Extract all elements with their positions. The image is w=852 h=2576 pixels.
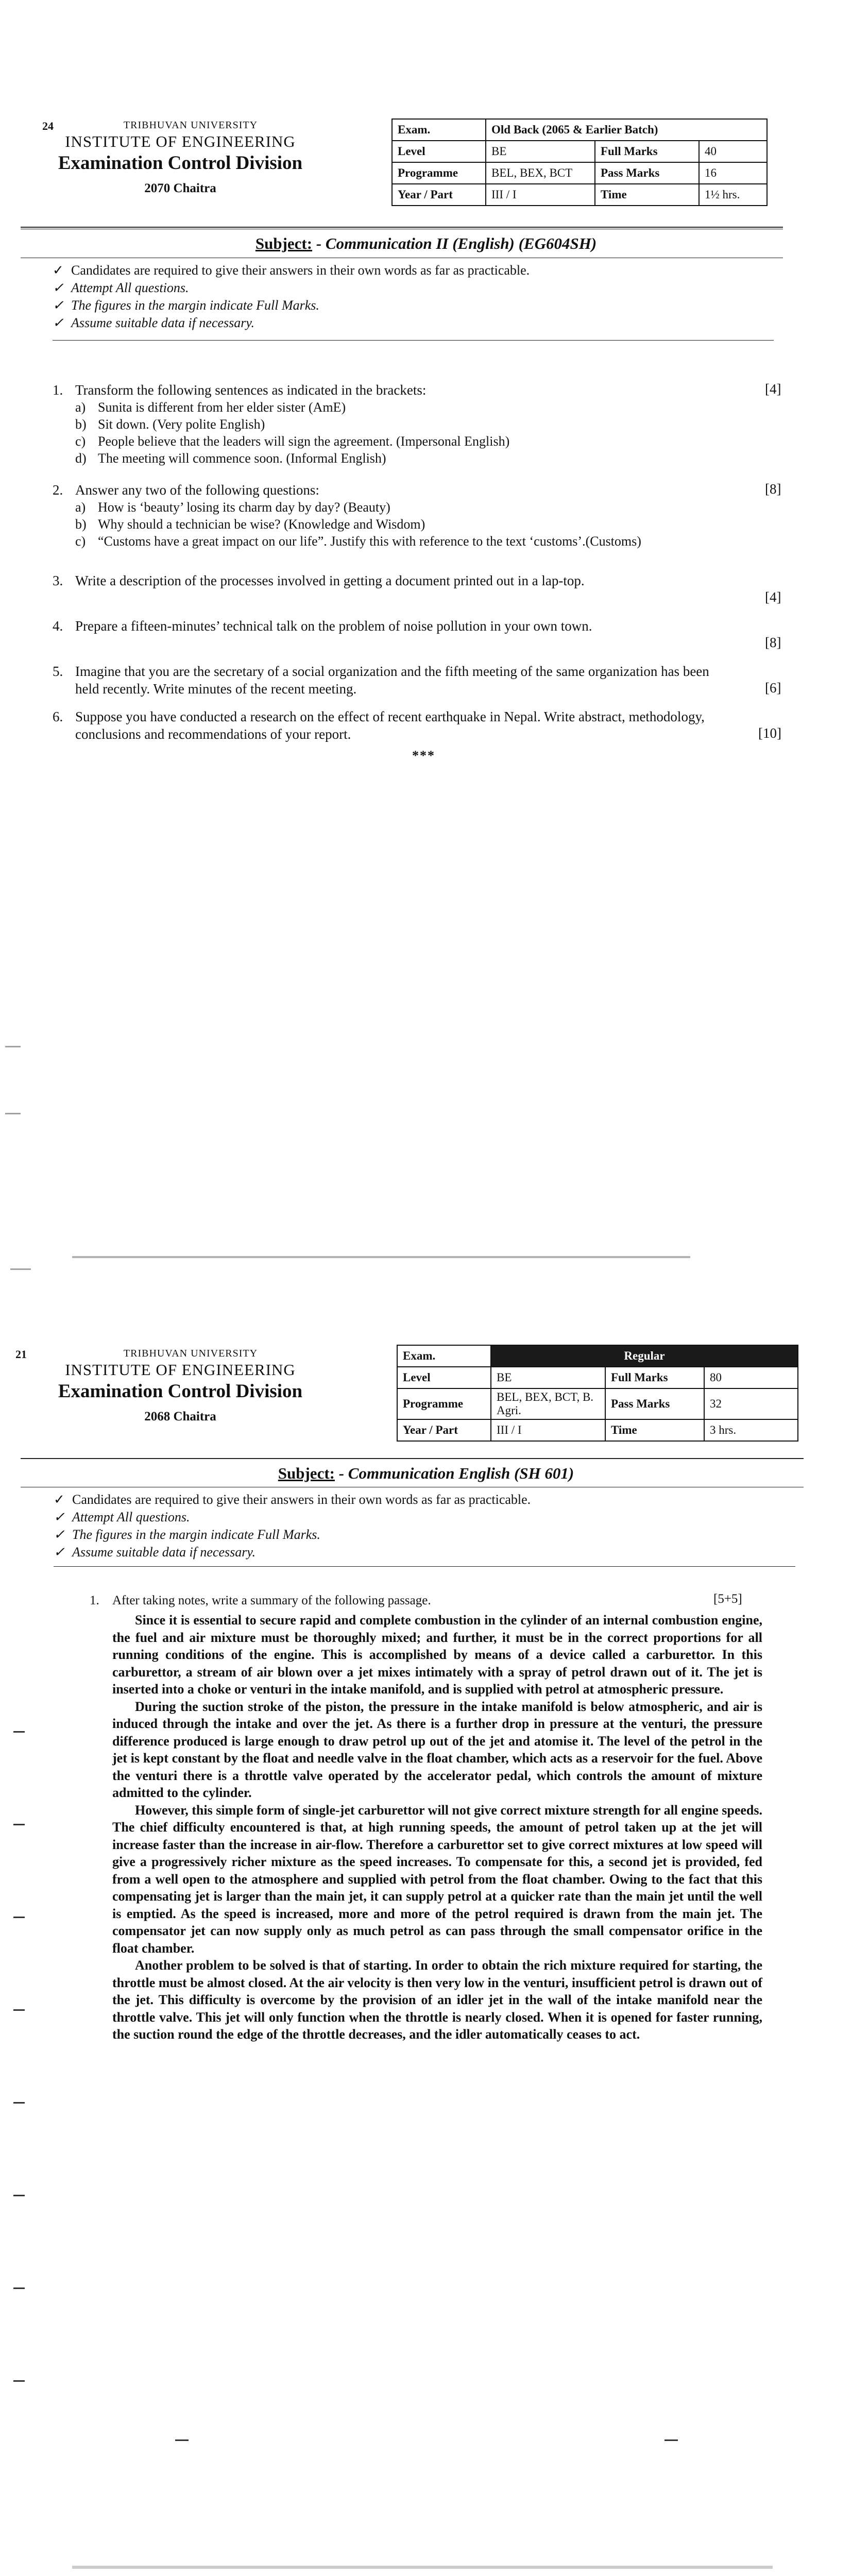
passage-paragraph: However, this simple form of single-jet carburettor will not give correct mixture strength for all engine speeds. The chief difficulty encountered is that, at high running speeds, the amount of petrol taken up at the jet will increase faster than the increase in air-flow. Therefore a carburettor set to give correct mixtures at low speed will give a progressively richer mixture as the speed increases. To compensate for this, a second jet is provided, fed from a well open to the atmosphere and supplied with petrol from the float chamber. Owing to the fact that this compensating jet is larger than the main jet, it can supply petrol at a quicker rate than the main jet until the well is emptied. As the speed is increased, more and more of the petrol required is drawn from the main jet. The compensator jet can now supply only as much petrol as can pass through the small compensator orifice in the float chamber. [112,1802,762,1956]
subject-value: - Communication English (SH 601) [338,1464,574,1482]
passage-paragraph: Another problem to be solved is that of starting. In order to obtain the rich mixture required for starting, the throttle must be almost closed. At the air velocity is then very low in the venturi, insufficient petrol is drawn out of the jet. This difficulty is overcome by the provision of an idler jet in the wall of the intake manifold near the throttle valve. This jet will only function when the throttle is nearly closed. When it is opened for faster running, the suction round the edge of the throttle decreases, and the idler automatically ceases to act. [112,1958,762,2042]
header-rule [21,1458,804,1459]
pass-marks-value: 16 [699,162,767,184]
instruction-item: ✓ The figures in the margin indicate Full Marks. [54,1526,795,1544]
check-icon: ✓ [53,263,64,278]
time-value: 3 hrs. [704,1419,798,1441]
exam-label: Exam. [397,1345,491,1367]
sub-item: b) Sit down. (Very polite English) [75,417,265,432]
question-3: 3. Write a description of the processes involved in getting a document printed out in a lap-top. [53,573,585,588]
scan-artifact [72,1256,690,1258]
exam-value: Old Back (2065 & Earlier Batch) [486,119,767,141]
question-4-marks: [8] [765,635,781,650]
subject-line [0,234,852,253]
year-part-label: Year / Part [392,184,486,206]
institute-name: INSTITUTE OF ENGINEERING [65,1361,296,1379]
reading-passage [112,1612,762,2043]
division-name: Examination Control Division [58,152,303,174]
subject-line [0,1464,852,1483]
exam-session: 2070 Chaitra [144,181,216,195]
scan-artifact [13,2287,25,2289]
question-2-marks: [8] [765,481,781,497]
level-label: Level [392,141,486,162]
time-label: Time [605,1419,704,1441]
paper-header [15,1348,325,1424]
level-label: Level [397,1367,491,1388]
year-part-value: III / I [491,1419,605,1441]
full-marks-value: 40 [699,141,767,162]
end-marker: *** [412,748,435,763]
level-value: BE [491,1367,605,1388]
question-5: 5. Imagine that you are the secretary of a social organization and the fifth meeting of the same organization has been held recently. Write minutes of the recent meeting. [53,664,709,697]
sub-item: b) Why should a technician be wise? (Knowledge and Wisdom) [75,517,425,532]
exam-paper-2068 [0,1319,852,2576]
check-icon: ✓ [54,1545,65,1560]
scan-artifact [13,2102,25,2104]
pass-marks-label: Pass Marks [605,1388,704,1419]
question-5-marks: [6] [765,680,781,696]
scan-artifact [13,1731,25,1733]
scan-artifact [13,1917,25,1918]
question-2-subitems [75,499,745,550]
division-name: Examination Control Division [58,1381,303,1402]
exam-label: Exam. [392,119,486,141]
question-1-marks: [5+5] [713,1592,742,1606]
pass-marks-label: Pass Marks [595,162,699,184]
time-label: Time [595,184,699,206]
paper-header [36,120,325,196]
year-part-label: Year / Part [397,1419,491,1441]
instructions [54,1491,795,1561]
instruction-item: ✓ Attempt All questions. [54,1509,795,1526]
question-1-marks: [4] [765,381,781,397]
level-value: BE [486,141,595,162]
question-6: 6. Suppose you have conducted a research on the effect of recent earthquake in Nepal. Write abstract, methodology, conclusions and recommendations of your report. [53,709,705,742]
institute-name: INSTITUTE OF ENGINEERING [65,132,296,150]
question-1-subitems [75,399,745,467]
scan-artifact [13,2009,25,2011]
question-6-marks: [10] [758,725,781,741]
question-1: 1. Transform the following sentences as indicated in the brackets: [53,382,427,398]
programme-label: Programme [392,162,486,184]
scan-artifact [664,2439,678,2441]
check-icon: ✓ [53,298,64,313]
subject-label: Subject: [255,234,313,252]
scan-artifact [13,1824,25,1825]
instruction-item: ✓ Candidates are required to give their answers in their own words as far as practicable. [54,1491,795,1509]
full-marks-value: 80 [704,1367,798,1388]
instruction-item: ✓ Candidates are required to give their answers in their own words as far as practicable. [53,262,774,279]
question-3-marks: [4] [765,589,781,605]
sub-item: d) The meeting will commence soon. (Informal English) [75,451,386,466]
paper-number: 24 [42,120,54,132]
instructions [53,262,774,332]
question-1: 1. After taking notes, write a summary of the following passage. [90,1594,431,1607]
check-icon: ✓ [53,315,64,330]
scan-artifact [13,2195,25,2196]
sub-item: c) People believe that the leaders will sign the agreement. (Impersonal English) [75,434,510,449]
scan-artifact [10,1268,31,1270]
time-value: 1½ hrs. [699,184,767,206]
check-icon: ✓ [54,1527,65,1542]
exam-info-table [397,1345,798,1442]
year-part-value: III / I [486,184,595,206]
programme-value: BEL, BEX, BCT [486,162,595,184]
scan-artifact [13,2380,25,2382]
question-4: 4. Prepare a fifteen-minutes’ technical talk on the problem of noise pollution in your own town. [53,618,592,634]
exam-value: Regular [491,1345,798,1367]
sub-item: c) “Customs have a great impact on our life”. Justify this with reference to the text ‘customs’.(Customs) [75,534,641,549]
sub-item: a) Sunita is different from her elder sister (AmE) [75,400,346,415]
scan-artifact [5,1046,21,1047]
scan-artifact [72,2566,773,2569]
instruction-item: ✓ Assume suitable data if necessary. [54,1544,795,1561]
scan-artifact [175,2439,189,2441]
paper-number: 21 [15,1348,27,1361]
check-icon: ✓ [53,280,64,295]
instructions-rule [54,1566,795,1567]
instruction-item: ✓ Attempt All questions. [53,279,774,297]
exam-session: 2068 Chaitra [144,1410,216,1423]
check-icon: ✓ [54,1492,65,1507]
university-name: TRIBHUVAN UNIVERSITY [123,1348,258,1359]
instruction-item: ✓ The figures in the margin indicate Full Marks. [53,297,774,314]
programme-value: BEL, BEX, BCT, B. Agri. [491,1388,605,1419]
instruction-item: ✓ Assume suitable data if necessary. [53,314,774,332]
exam-info-table [391,118,768,206]
check-icon: ✓ [54,1510,65,1524]
full-marks-label: Full Marks [595,141,699,162]
header-rule [21,227,783,228]
passage-paragraph: During the suction stroke of the piston, the pressure in the intake manifold is below atmospheric, and air is induced through the intake and over the jet. As there is a further drop in pressure at the venturi, the pressure difference produced is large enough to draw petrol up out of the jet and atomise it. The level of the petrol in the jet is kept constant by the float and needle valve in the float chamber, which acts as a reservoir for the fuel. Above the venturi there is a throttle valve operated by the accelerator pedal, which controls the amount of mixture admitted to the cylinder. [112,1699,762,1800]
programme-label: Programme [397,1388,491,1419]
passage-paragraph: Since it is essential to secure rapid and complete combustion in the cylinder of an internal combustion engine, the fuel and air mixture must be thoroughly mixed; and further, it must be in the correct proportions for all running conditions of the engine. This is accomplished by means of a device called a carburettor. In this carburettor, a stream of air blown over a jet mixes intimately with a spray of petrol drawn out of it. The jet is inserted into a choke or venturi in the intake manifold, and is supplied with petrol at atmospheric pressure. [112,1613,762,1697]
full-marks-label: Full Marks [605,1367,704,1388]
scan-artifact [5,1113,21,1114]
question-2: 2. Answer any two of the following questions: [53,482,319,498]
university-name: TRIBHUVAN UNIVERSITY [123,120,258,131]
sub-item: a) How is ‘beauty’ losing its charm day by day? (Beauty) [75,500,390,515]
instructions-rule [53,340,774,341]
subject-value: - Communication II (English) (EG604SH) [316,234,597,252]
pass-marks-value: 32 [704,1388,798,1419]
exam-paper-2070 [0,0,852,1216]
subject-label: Subject: [278,1464,335,1482]
